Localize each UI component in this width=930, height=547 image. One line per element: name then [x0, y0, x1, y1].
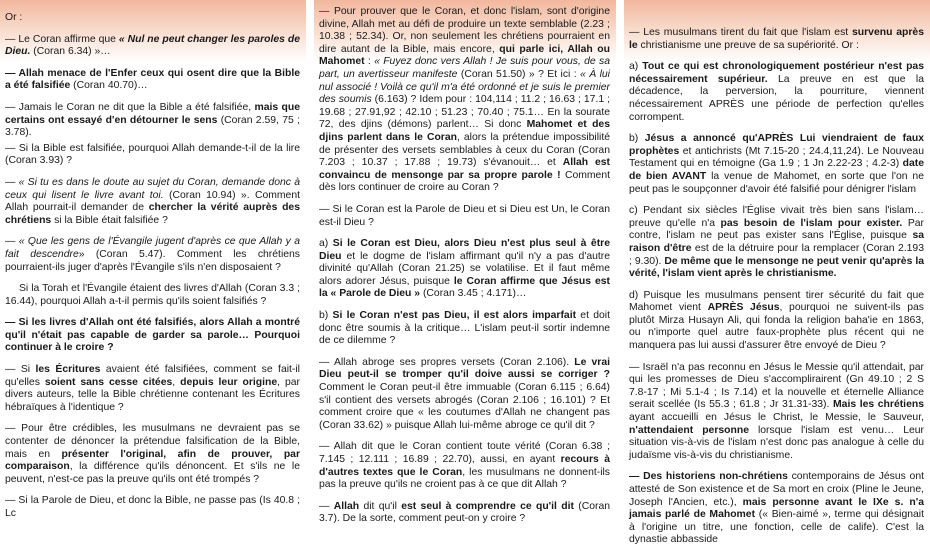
paragraph: [629, 290, 924, 353]
paragraph: [629, 362, 924, 463]
emphasis-run: — Si les livres d'Allah ont été falsifiés, alors Allah a montré qu'il n'était pas capable de garder sa parole… Pourquoi continuer à le croire ?: [5, 317, 300, 354]
text-run: Si la Torah et l'Évangile étaient des livres d'Allah (Coran 3.3 ; 16.44), pourquoi Allah a-t-il permis qu'ils soient falsifiés ?: [5, 283, 300, 307]
emphasis-run: Allah est convaincu de mensonge par sa propre parole !: [319, 157, 611, 181]
text-run: est de la détruire pour la remplacer (Coran 2.193 ; 9.30).: [629, 242, 924, 267]
text-run: et antichrists (Mt 7.15-20 ; 24.4,11,24). Le Nouveau Testament qui en témoigne (Ga 1.9 ; 1 Jn 2.22-23 ; 4.2-3): [629, 145, 924, 170]
text-run: — Si: [5, 364, 36, 376]
emphasis-run: « Fuyez donc vers Allah ! Je suis pour vous, de sa part, un avertisseur manifeste: [319, 56, 610, 80]
text-run: c) Pendant six siècles l'Église vivait très bien sans l'islam… preuve qu'elle n'a: [629, 205, 924, 229]
paragraph: [629, 133, 924, 196]
emphasis-run: présenter l'original, afin de prouver, par comparaison: [5, 448, 300, 473]
emphasis-run: Jésus a annoncé qu'APRÈS Lui viendraient de faux prophètes: [629, 133, 924, 157]
text-run: (Coran 40.70)…: [70, 80, 148, 92]
text-run: Comment le Coran peut-il être immuable (Coran 6.115 ; 6.64) s'il contient des versets abrogés (Coran 2.106 ; 16.101) ? Et comment croire que « les coutumes d'Allah ne changent pas (Coran 33.62) » puisque Allah lui-même abroge ce qu'il dit ?: [319, 382, 610, 431]
text-run: , par divers auteurs, telle la Bible chrétienne contenant les Écritures hébraïques à l'identique ?: [5, 376, 300, 413]
column-gutter: [616, 0, 624, 534]
paragraph: [5, 143, 300, 168]
emphasis-run: Mais les chrétiens: [833, 399, 924, 411]
text-run: :: [364, 56, 375, 68]
text-run: — Si la Bible est falsifiée, pourquoi Allah demande-t-il de la lire (Coran 3.93) ?: [5, 142, 300, 167]
text-run: , les musulmans ne donnent-ils pas la preuve qu'ils ne croient pas à ce que dit Allah ?: [319, 466, 611, 491]
text-run: — Jamais le Coran ne dit que la Bible a été falsifiée,: [5, 101, 255, 113]
text-run: et le dogme de l'islam affirmant qu'il n'y a pas d'autre divinité qu'Allah (Coran 21.25) se volatilise. Et il faut même alors adorer Jésus, puisque: [319, 250, 610, 287]
text-run: et doit donc être soumis à la critique… L'islam peut-il sortir indemne de ce dilemme ?: [319, 310, 610, 347]
text-run: , la différence qu'ils dénoncent. Et s'ils ne le peuvent, n'est-ce pas la preuve qu'ils ont été trompés ?: [5, 461, 300, 485]
paragraph: [5, 236, 300, 274]
text-run: (Coran 2.59, 75 ; 3.78).: [5, 114, 300, 139]
text-run: (6.163) ? Idem pour : 104,114 ; 11.2 ; 16.63 ; 17.1 ; 19.68 ; 27.91,92 ; 42.10 ; 51.23 ; 70.40 ; 75.1… En la sourate 72, des djins (démons) parlent… Si donc: [319, 94, 610, 131]
text-run: (Coran 51.50) » ? Et ici :: [457, 68, 581, 80]
text-run: christianisme une preuve de sa supériorité. Or :: [637, 39, 859, 51]
emphasis-run: le Coran affirme que Jésus est la « Parole de Dieu »: [319, 275, 610, 300]
text-run: la venue de Mahomet, en sorte que l'on ne peut pas le soupçonner d'avoir été falsifié pour dénigrer l'islam: [629, 170, 924, 195]
paragraph: [5, 283, 300, 308]
text-run: (Coran 6.34) »…: [30, 46, 111, 58]
paragraph: [5, 34, 300, 59]
text-run: — Si la Parole de Dieu, et donc la Bible, ne passe pas (Is 40.8 ; Lc: [5, 495, 300, 519]
paragraph: [5, 364, 300, 414]
text-run: La preuve en est que la décadence, la perversion, la pourriture, viennent nécessairement APRÈS une période de perfection qu'elles corrompent.: [629, 73, 924, 123]
emphasis-run: « À lui nul associé ! Voilà ce qu'il m'a été ordonné et je suis le premier des soumis: [319, 68, 610, 106]
column-right-content: [624, 0, 930, 547]
text-run: — Allah abroge ses propres versets (Coran 2.106).: [319, 356, 575, 368]
emphasis-run: Si le Coran n'est pas Dieu, il est alors imparfait: [332, 310, 577, 322]
emphasis-run: recours à d'autres textes que le Coran: [319, 454, 610, 478]
text-run: (« Bien-aimé », terme qui désignait à l'origine un titre, une fonction, celle de calife). C'est la dynastie abbasside: [629, 509, 924, 546]
emphasis-run: Mahomet et des djins parlent dans le Coran: [319, 119, 610, 143]
text-run: ,: [172, 376, 181, 388]
paragraph: [319, 6, 610, 195]
text-run: (Coran 3.7). De la sorte, comment peut-on y croire ?: [319, 500, 610, 525]
text-run: — Si le Coran est la Parole de Dieu et si Dieu est Un, le Coran est-il Dieu ?: [319, 203, 610, 228]
text-run: contemporains de Jésus ont attesté de Son existence et de Sa mort en croix (Pline le Jeune, Joseph l'Ancien, etc.),: [629, 471, 924, 508]
emphasis-run: date de bien AVANT: [629, 158, 924, 182]
emphasis-run: chercher la vérité auprès des chrétiens: [5, 202, 300, 226]
paragraph: [5, 12, 300, 25]
emphasis-run: les Écritures: [35, 364, 101, 376]
emphasis-run: survenu après le: [629, 27, 924, 51]
paragraph: [5, 68, 300, 93]
text-run: b): [319, 310, 333, 322]
emphasis-run: De même que le mensonge ne peut venir qu'après la vérité, l'islam vient après le christianisme.: [629, 255, 925, 280]
emphasis-run: APRÈS Jésus: [707, 302, 780, 314]
emphasis-run: est seul à comprendre ce qu'il dit: [401, 500, 574, 512]
emphasis-run: n'attendaient personne: [629, 424, 749, 436]
text-run: a): [319, 238, 333, 250]
paragraph: [319, 204, 610, 229]
text-run: Comment dès lors continuer de croire au Coran ?: [319, 169, 610, 194]
text-run: —: [5, 176, 19, 188]
emphasis-run: mais que certains ont essayé d'en détourner le sens: [5, 101, 301, 126]
text-run: — Pour prouver que le Coran, et donc l'islam, sont d'origine divine, Allah met au défi de produire un texte semblable (2.23 ; 10.38 ; 52.34). Or, non seulement les chrétiens pourraient en dire autant de la Bible, mais encore,: [319, 6, 610, 55]
text-run: , pourquoi ne suivent-ils pas plutôt Mirza Husayn Ali, qui fonda la religion baha'ie en 1863, ou n'importe quel autre faux-prophète plus récent qui ne manquera pas lui aussi d'assurer être envoyé de Dieu ?: [629, 302, 924, 352]
emphasis-run: sa raison d'être: [629, 230, 924, 254]
paragraph: [5, 317, 300, 355]
text-run: —: [5, 236, 19, 248]
text-run: » (Coran 5.47). Comment les chrétiens pourraient-ils juger d'après l'Évangile s'ils n'en disposaient ?: [5, 248, 300, 273]
text-run: — Les musulmans tirent du fait que l'islam est: [629, 27, 852, 38]
paragraph: [5, 102, 300, 140]
emphasis-run: Si le Coran est Dieu, alors Dieu n'est plus seul à être Dieu: [319, 238, 610, 262]
emphasis-run: — Allah menace de l'Enfer ceux qui osent dire que la Bible a été falsifiée: [5, 67, 300, 92]
column-gutter: [306, 0, 314, 534]
emphasis-run: « Nul ne peut changer les paroles de Dieu.: [5, 33, 300, 58]
paragraph: [5, 177, 300, 227]
column-middle-content: [314, 0, 616, 526]
paragraph: [319, 501, 610, 526]
column-right: [624, 0, 930, 546]
text-run: avaient été falsifiées, comment se fait-il qu'elles: [5, 364, 300, 388]
text-run: lorsque l'islam est venu… Leur situation vis-à-vis de l'islam n'est donc pas analogue à celle du judaïsme vis-à-vis du christianisme.: [629, 424, 924, 461]
emphasis-run: Le vrai Dieu peut-il se tromper qu'il doive aussi se corriger ?: [319, 356, 610, 381]
paragraph: [5, 495, 300, 520]
paragraph: [629, 471, 924, 547]
paragraph: [5, 423, 300, 486]
paragraph: [629, 205, 924, 281]
text-run: d) Puisque les musulmans pensent tirer sécurité du fait que Mahomet vient: [629, 289, 924, 314]
emphasis-run: depuis leur origine: [180, 376, 278, 388]
emphasis-run: qui parle ici, Allah ou Mahomet: [319, 43, 610, 68]
text-run: si la Bible était falsifiée ?: [51, 214, 168, 226]
text-run: Or :: [5, 12, 23, 23]
emphasis-run: pas besoin de l'islam pour exister.: [720, 217, 903, 229]
emphasis-run: « Si tu es dans le doute au sujet du Coran, demande donc à ceux qui lisent le livre avant toi.: [5, 176, 300, 201]
column-left: [0, 0, 306, 534]
column-middle: [314, 0, 616, 534]
text-run: — Le Coran affirme que: [5, 33, 119, 45]
emphasis-run: soient sans cesse citées: [44, 376, 173, 388]
text-run: , alors la prétendue impossibilité de présenter des versets semblables à ceux du Coran (Coran 7.203 ; 10.37 ; 17.88 ; 19.73) s'évanouit… et: [319, 131, 610, 169]
text-run: — Allah dit que le Coran contient toute vérité (Coran 6.38 ; 7.145 ; 12.111 ; 16.89 ; 22.70), aussi, en ayant: [319, 441, 610, 465]
paragraph: [319, 357, 610, 433]
text-run: a): [629, 61, 643, 73]
emphasis-run: Tout ce qui est chronologiquement postérieur n'est pas nécessairement supérieur.: [629, 61, 924, 85]
text-run: (Coran 3.45 ; 4.171)…: [420, 288, 527, 300]
paragraph: [319, 238, 610, 301]
text-run: dit qu'il: [359, 500, 402, 512]
text-run: ayant accueilli en Jésus le Christ, le Messie, le Sauveur,: [629, 412, 924, 424]
text-run: — Pour être crédibles, les musulmans ne devraient pas se contenter de dénoncer la prétendue falsification de la Bible, mais en: [5, 423, 300, 460]
emphasis-run: mais personne avant le IXe s. n'a jamais parlé de Mahomet: [629, 496, 924, 521]
paragraph: [319, 310, 610, 348]
text-run: — Israël n'a pas reconnu en Jésus le Messie qu'il attendait, par qui les promesses de Dieu s'accomplirairent (Gn 49.10 ; 2 S 7.8-17 ; Mi 5.1-4 ; Is 7.14) et la nouvelle et éternelle Alliance serait scellée (Is 55.3 ; 61.8 ; Jr 31.31-33).: [629, 361, 924, 411]
paragraph: [319, 441, 610, 491]
text-run: b): [629, 133, 645, 145]
paragraph: [629, 61, 924, 124]
paragraph: [629, 27, 924, 52]
text-run: (Coran 10.94) ». Comment Allah pourrait-il demander de: [5, 189, 300, 214]
text-run: Par contre, l'islam ne peut pas exister sans l'Église, puisque: [629, 217, 924, 242]
emphasis-run: Allah: [333, 500, 360, 512]
text-run: —: [319, 500, 334, 512]
emphasis-run: — Des historiens non-chrétiens: [629, 471, 788, 483]
column-left-content: [0, 0, 306, 521]
emphasis-run: « Que les gens de l'Évangile jugent d'après ce que Allah y a fait descendre: [5, 236, 300, 260]
